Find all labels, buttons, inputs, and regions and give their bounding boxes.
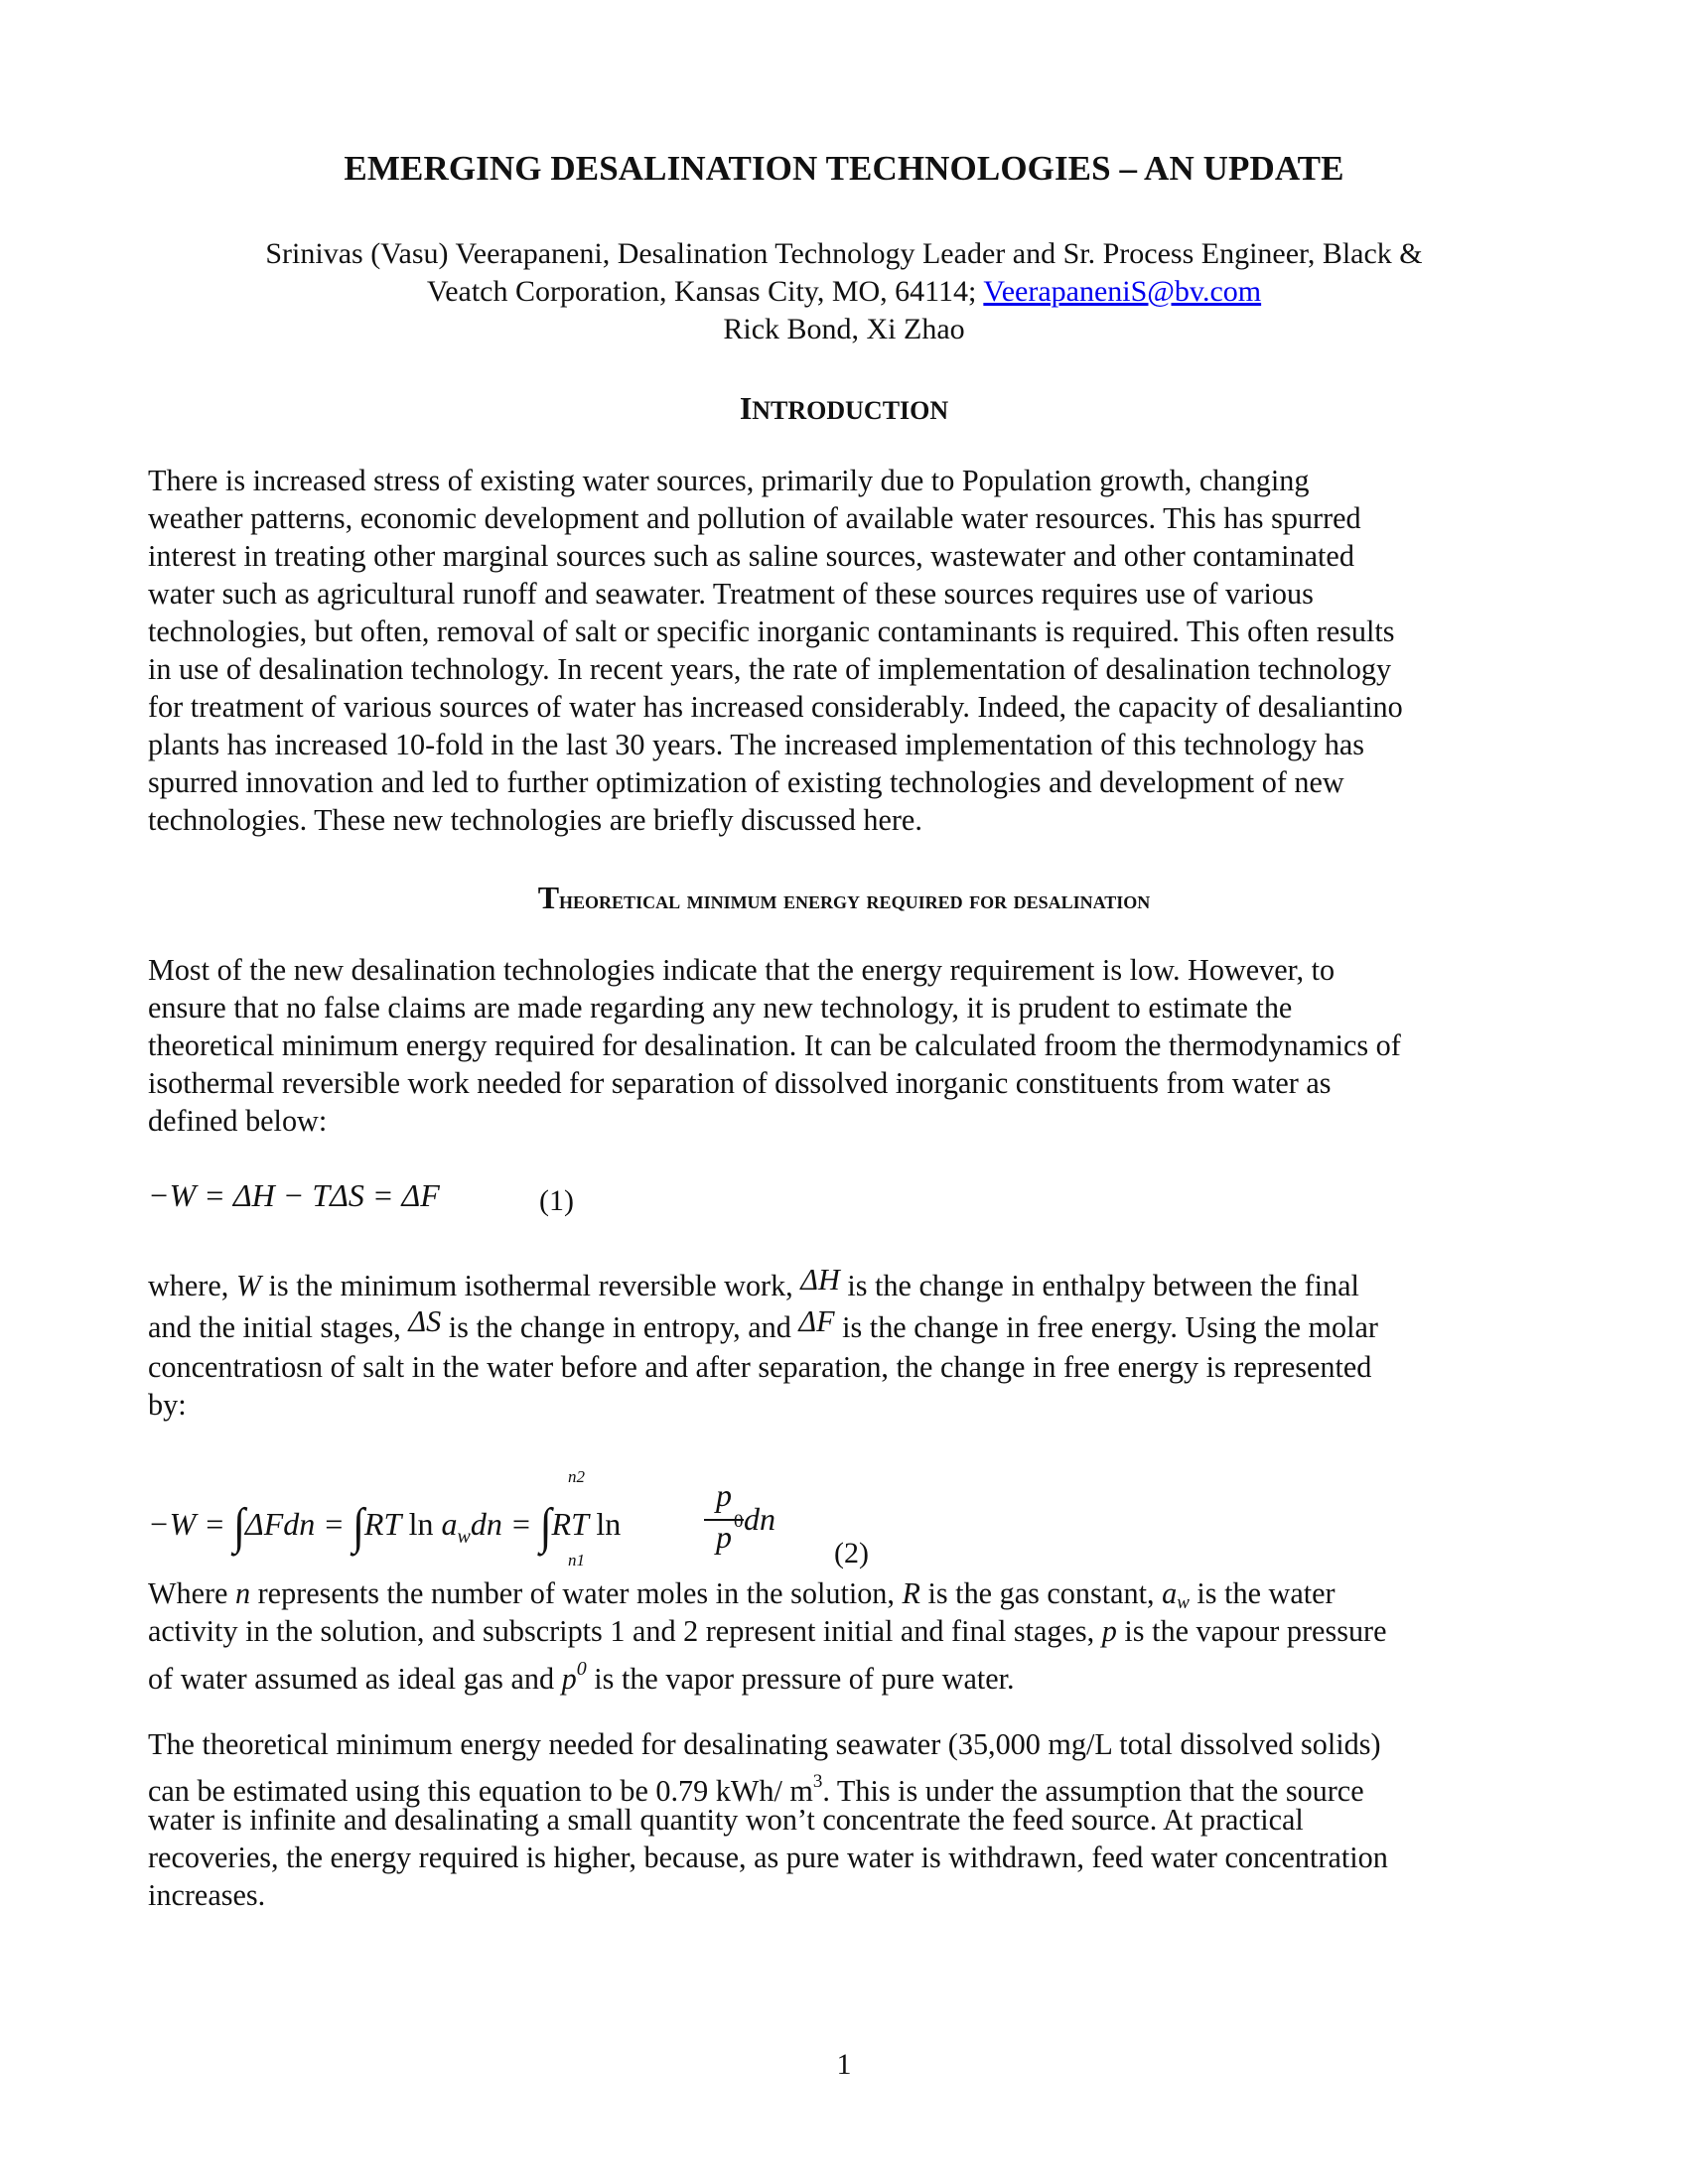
superscript: 0 bbox=[734, 1511, 744, 1532]
text-line: defined below: bbox=[148, 1104, 328, 1138]
symbol-a: a bbox=[1162, 1576, 1178, 1610]
author-line-2 bbox=[0, 273, 1688, 311]
text: can be estimated using this equation to be 0.79 kWh/ m bbox=[148, 1774, 813, 1808]
symbol-delta-S: ΔS bbox=[408, 1304, 442, 1338]
eq-term: ΔFdn = bbox=[244, 1506, 352, 1542]
symbol-p0: p bbox=[561, 1662, 577, 1696]
text: of water assumed as ideal gas and bbox=[148, 1662, 562, 1696]
symbol-delta-H: ΔH bbox=[800, 1263, 840, 1297]
text-line: recoveries, the energy required is higher, because, as pure water is withdrawn, feed water concentration bbox=[148, 1841, 1388, 1874]
where-paragraph bbox=[148, 1263, 1548, 1424]
text-line: The theoretical minimum energy needed for desalinating seawater (35,000 mg/L total dissolved solids) bbox=[148, 1727, 1381, 1761]
section-heading-theoretical-energy bbox=[0, 880, 1688, 916]
text-line: technologies, but often, removal of salt or specific inorganic contaminants is required. This often results bbox=[148, 614, 1395, 648]
subscript-w: w bbox=[1177, 1592, 1190, 1613]
superscript: 3 bbox=[812, 1771, 823, 1792]
text-line bbox=[148, 1650, 1548, 1696]
energy-paragraph bbox=[148, 1725, 1548, 1914]
text: is the vapor pressure of pure water. bbox=[586, 1662, 1015, 1696]
text: represents the number of water moles in the solution, bbox=[250, 1576, 903, 1610]
equation-2 bbox=[148, 1467, 903, 1570]
co-authors: Rick Bond, Xi Zhao bbox=[723, 313, 965, 345]
text: activity in the solution, and subscripts 1 and 2 represent initial and final stages, bbox=[148, 1614, 1102, 1648]
text-line: Most of the new desalination technologies indicate that the energy requirement is low. However, to bbox=[148, 953, 1336, 987]
text: is the minimum isothermal reversible work, bbox=[261, 1269, 801, 1302]
text: Where bbox=[148, 1576, 235, 1610]
heading-initial: T bbox=[537, 880, 560, 915]
text-line: by: bbox=[148, 1388, 187, 1422]
text-line: water such as agricultural runoff and seawater. Treatment of these sources requires use of various bbox=[148, 577, 1314, 611]
ln-operator: ln bbox=[408, 1506, 442, 1542]
page-number: 1 bbox=[836, 2048, 852, 2081]
symbols-paragraph bbox=[148, 1574, 1548, 1696]
author-line-1: Srinivas (Vasu) Veerapaneni, Desalination Technology Leader and Sr. Process Engineer, Black & bbox=[265, 237, 1423, 270]
text-line: technologies. These new technologies are briefly discussed here. bbox=[148, 803, 922, 837]
text-line bbox=[148, 1612, 1548, 1650]
text: is the change in enthalpy between the final bbox=[839, 1269, 1359, 1302]
intro-paragraph bbox=[148, 462, 1548, 839]
section-heading-introduction bbox=[0, 390, 1688, 427]
text-line: in use of desalination technology. In recent years, the rate of implementation of desalination technology bbox=[148, 652, 1392, 686]
equation-1-number: (1) bbox=[539, 1184, 574, 1217]
text-line: ensure that no false claims are made regarding any new technology, it is prudent to estimate the bbox=[148, 991, 1293, 1024]
symbol-p: p bbox=[1101, 1614, 1117, 1648]
text-line: interest in treating other marginal sources such as saline sources, wastewater and other contaminated bbox=[148, 539, 1354, 573]
affiliation: Veatch Corporation, Kansas City, MO, 64114; bbox=[426, 275, 984, 308]
text-line: weather patterns, economic development and pollution of available water resources. This has spurred bbox=[148, 501, 1361, 535]
equation-2-body bbox=[148, 1498, 622, 1555]
text: and the initial stages, bbox=[148, 1310, 409, 1344]
text-line bbox=[148, 1574, 1548, 1612]
eq-term: a bbox=[441, 1506, 458, 1542]
upper-limit: n2 bbox=[568, 1467, 585, 1486]
text: is the change in free energy. Using the molar bbox=[834, 1310, 1378, 1344]
heading-rest: NTRODUCTION bbox=[752, 396, 949, 425]
fraction-numerator: p bbox=[716, 1477, 732, 1513]
author-email-link[interactable]: VeerapaneniS@bv.com bbox=[983, 275, 1262, 308]
text-line: plants has increased 10-fold in the last 30 years. The increased implementation of this technology has bbox=[148, 728, 1365, 761]
symbol-delta-F: ΔF bbox=[798, 1304, 835, 1338]
text-line bbox=[148, 1304, 1548, 1348]
text-line: concentratiosn of salt in the water before and after separation, the change in free energy is represented bbox=[148, 1350, 1372, 1384]
heading-initial: I bbox=[739, 390, 753, 426]
symbol-R: R bbox=[902, 1576, 920, 1610]
theory-paragraph bbox=[148, 951, 1548, 1140]
text-line: spurred innovation and led to further optimization of existing technologies and development of new bbox=[148, 765, 1344, 799]
heading-rest: heoretical minimum energy required for desalination bbox=[559, 886, 1151, 914]
eq-term: RT bbox=[551, 1506, 597, 1542]
symbol-n: n bbox=[234, 1576, 251, 1610]
integral-sign: ∫ bbox=[232, 1498, 245, 1555]
superscript: 0 bbox=[576, 1658, 587, 1680]
integral-sign: ∫ bbox=[539, 1498, 552, 1555]
lower-limit: n1 bbox=[568, 1551, 585, 1570]
paper-title: EMERGING DESALINATION TECHNOLOGIES – AN UPDATE bbox=[344, 149, 1344, 188]
symbol-W: W bbox=[235, 1269, 261, 1302]
eq-lhs: −W = bbox=[148, 1506, 233, 1542]
subscript: w bbox=[457, 1526, 471, 1548]
text-line bbox=[148, 1263, 1548, 1304]
equation-2-number: (2) bbox=[834, 1537, 869, 1570]
text-line: increases. bbox=[148, 1878, 266, 1912]
text: is the vapour pressure bbox=[1116, 1614, 1387, 1648]
text: where, bbox=[148, 1269, 236, 1302]
text: is the change in entropy, and bbox=[441, 1310, 799, 1344]
text-line: for treatment of various sources of water has increased considerably. Indeed, the capacity of desaliantino bbox=[148, 690, 1403, 724]
ln-operator: ln bbox=[596, 1506, 622, 1542]
integral-sign: ∫ bbox=[352, 1498, 364, 1555]
eq-term: dn = bbox=[470, 1506, 540, 1542]
text-line: isothermal reversible work needed for separation of dissolved inorganic constituents from water as bbox=[148, 1066, 1332, 1100]
fraction-denominator: p bbox=[716, 1519, 732, 1555]
eq-term: dn bbox=[744, 1501, 775, 1537]
text: . This is under the assumption that the source bbox=[822, 1774, 1364, 1808]
equation-1: −W = ΔH − TΔS = ΔF bbox=[148, 1177, 440, 1213]
text: is the water bbox=[1189, 1576, 1336, 1610]
text-line: theoretical minimum energy required for desalination. It can be calculated froom the thermodynamics of bbox=[148, 1028, 1401, 1062]
text-line: There is increased stress of existing water sources, primarily due to Population growth, changing bbox=[148, 464, 1310, 497]
text: is the gas constant, bbox=[919, 1576, 1163, 1610]
text-line bbox=[148, 1763, 1548, 1808]
eq-term: RT bbox=[363, 1506, 409, 1542]
text-line: water is infinite and desalinating a small quantity won’t concentrate the feed source. At practical bbox=[148, 1803, 1304, 1837]
